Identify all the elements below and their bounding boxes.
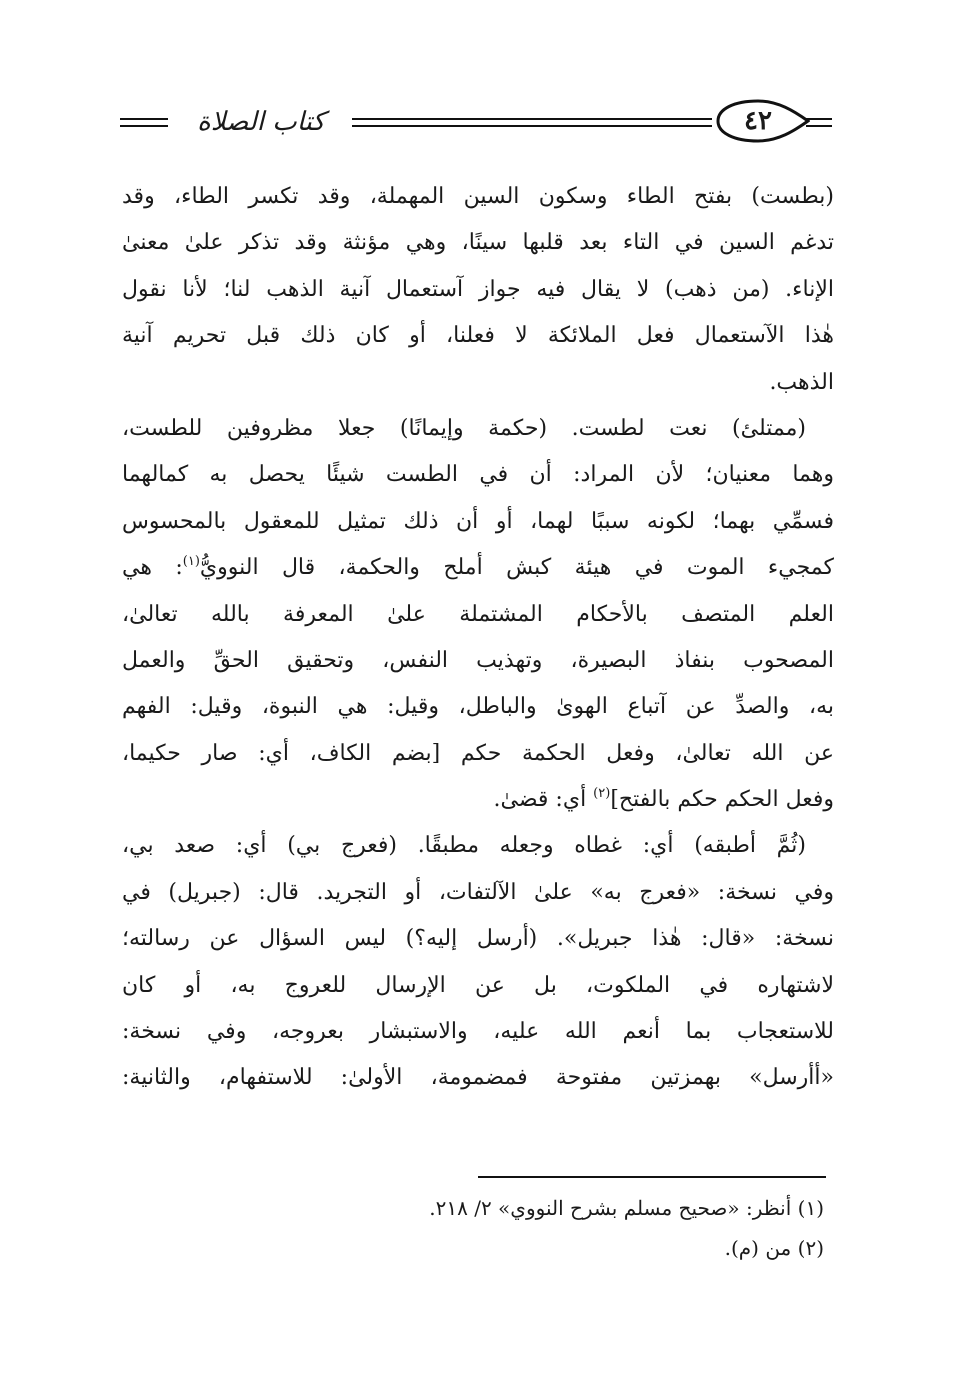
text-line: تدغم السين في التاء بعد قلبها سينًا، وهي مؤنثة وقد تذكر علىٰ معنىٰ — [122, 230, 834, 256]
book-title: كتاب الصلاة — [197, 107, 325, 137]
footnotes — [300, 1188, 824, 1268]
text-line: لاشتهاره في الملكوت، بل عن الإرسال للعروج به، أو كان — [122, 972, 834, 998]
text-line — [122, 545, 834, 591]
body-text — [122, 174, 834, 1102]
text-line: (ممتلئ) نعت لطست. (حكمة وإيمانًا) جعلا مظروفين للطست، — [122, 415, 806, 441]
running-header — [120, 96, 832, 152]
text-line: فسمِّي بهما؛ لكونه سببًا لهما، أو أن ذلك تمثيل للمعقول بالمحسوس — [122, 508, 834, 534]
text-line: وفي نسخة: «فعرج به» علىٰ الآلتفات، أو التجريد. قال: (جبريل) في — [122, 879, 834, 905]
footnote-2: (٢) من (م). — [724, 1236, 824, 1260]
footnote-separator — [478, 1176, 826, 1178]
text-line: (ثُمَّ أطبقه) أي: غطاه وجعله مطبقًا. (فعرج بي) أي: صعد بي، — [122, 833, 806, 859]
footnote-ref-2[interactable]: (٢) — [593, 786, 611, 802]
text-line: الذهب. — [769, 369, 834, 395]
text-line: به، والصدِّ عن آتباع الهوىٰ والباطل، وقيل: هي النبوة، وقيل: الفهم — [122, 694, 834, 720]
paragraph-3 — [122, 823, 834, 1101]
text-line: وهما معنيان؛ لأن المراد: أن في الطست شيئًا يحصل به كمالهما — [122, 462, 834, 488]
text-line: الإناء. (من ذهب) لا يقال فيه جواز آستعمال آنية الذهب لنا؛ لأنا نقول — [122, 276, 834, 302]
text-line: (بطست) بفتح الطاء وسكون السين المهملة، وقد تكسر الطاء، وقد — [122, 184, 834, 209]
paragraph-2 — [122, 406, 834, 824]
text-segment: : هي — [122, 555, 183, 581]
page-number: ٤٢ — [744, 106, 772, 136]
header-rule-left — [120, 118, 168, 127]
text-line: المصحوب بنفاذ البصيرة، وتهذيب النفس، وتحقيق الحقِّ والعمل — [122, 647, 834, 673]
text-line: العلم المتصف بالأحكام المشتملة علىٰ المعرفة بالله تعالىٰ، — [122, 601, 834, 627]
text-line: نسخة: «قال: هٰذا جبريل». (أرسل إليه؟) ليس السؤال عن رسالته؛ — [122, 926, 834, 952]
text-line: هٰذا الآستعمال فعل الملائكة لا فعلنا، أو كان ذلك قبل تحريم آنية — [122, 323, 834, 349]
paragraph-1 — [122, 174, 834, 406]
text-line: للاستعجاب بما أنعم الله عليه، والاستبشار بعروجه، وفي نسخة: — [122, 1019, 834, 1045]
text-segment: كمجيء الموت في هيئة كبش أملح والحكمة، قال النوويُّ — [199, 555, 834, 581]
text-line: «أأرسل» بهمزتين مفتوحة فمضمومة، الأولىٰ: للاستفهام، والثانية: — [122, 1065, 834, 1091]
footnote-ref-1[interactable]: (١) — [182, 554, 200, 570]
header-rule-right — [806, 118, 832, 127]
footnote-1: (١) أنظر: «صحيح مسلم بشرح النووي» ٢/ ٢١٨. — [429, 1196, 824, 1220]
text-segment: أي: قضىٰ. — [493, 787, 594, 813]
text-line — [122, 777, 834, 823]
text-line: عن الله تعالىٰ، وفعل الحكمة حكم [بضم الكاف، أي: صار حكيما، — [122, 740, 834, 766]
header-rule-middle — [352, 118, 712, 127]
text-segment: وفعل الحكم حكم بالفتح] — [610, 787, 834, 813]
